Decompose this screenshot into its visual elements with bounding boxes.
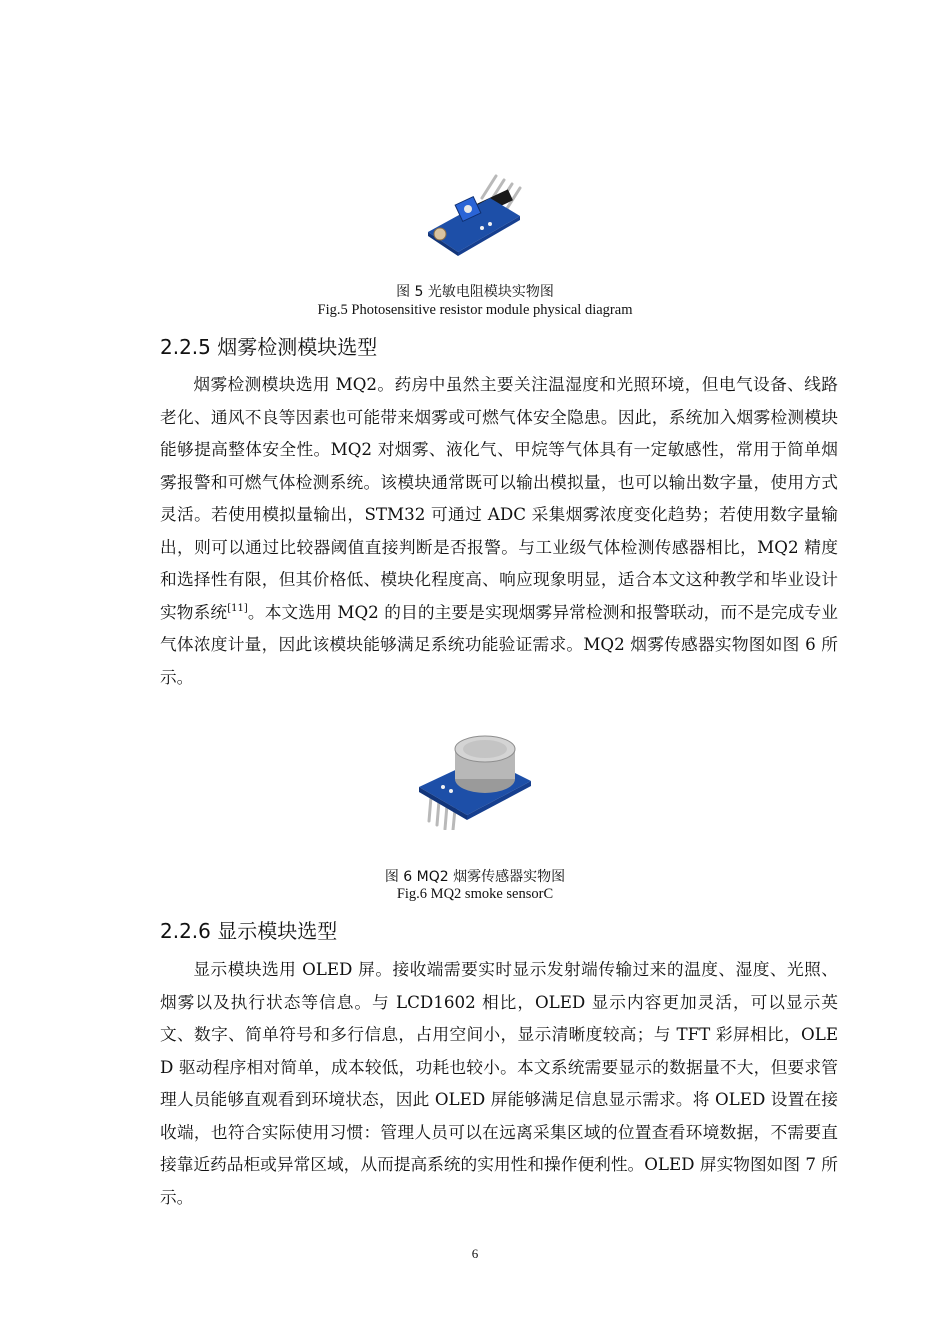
figure-6-image — [0, 735, 950, 830]
photoresistor-module-photo — [420, 170, 530, 260]
mq2-sensor-photo — [415, 735, 535, 830]
section-heading-2-2-5: 2.2.5 烟雾检测模块选型 — [160, 335, 378, 359]
section-2-2-6-paragraph: 显示模块选用 OLED 屏。接收端需要实时显示发射端传输过来的温度、湿度、光照、烟雾以及执行状态等信息。与 LCD1602 相比，OLED 显示内容更加灵活，可以显示英文、数字、简单符号和多行信息，占用空间小，显示清晰度较高；与 TFT 彩屏相比，OLED 驱动程序相对简单，成本较低，功耗也较小。本文系统需要显示的数据量不大，但要求管理人员能够直观看到环境状态，因此 OLED 屏能够满足信息显示需求。将 OLED 设置在接收端，也符合实际使用习惯：管理人员可以在远离采集区域的位置查看环境数据，不需要直接靠近药品柜或异常区域，从而提高系统的实用性和操作便利性。OLED 屏实物图如图 7 所示。 — [160, 959, 838, 1207]
paragraph-text-part-1: 烟雾检测模块选用 MQ2。药房中虽然主要关注温湿度和光照环境，但电气设备、线路老化、通风不良等因素也可能带来烟雾或可燃气体安全隐患。因此，系统加入烟雾检测模块能够提高整体安全性。MQ2 对烟雾、液化气、甲烷等气体具有一定敏感性，常用于简单烟雾报警和可燃气体检测系统。该模块通常既可以输出模拟量，也可以输出数字量，使用方式灵活。若使用模拟量输出，STM32 可通过 ADC 采集烟雾浓度变化趋势；若使用数字量输出，则可以通过比较器阈值直接判断是否报警。与工业级气体检测传感器相比，MQ2 精度和选择性有限，但其价格低、模块化程度高、响应现象明显，适合本文这种教学和毕业设计实物系统 — [160, 374, 838, 622]
figure-5-image — [0, 170, 950, 260]
section-heading-2-2-6: 2.2.6 显示模块选型 — [160, 919, 338, 943]
figure-6-caption-en: Fig.6 MQ2 smoke sensorC — [396, 886, 554, 902]
page-number: 6 — [471, 1246, 479, 1261]
citation-ref: [11] — [227, 602, 248, 614]
figure-6-caption-cn: 图 6 MQ2 烟雾传感器实物图 — [384, 869, 566, 885]
figure-5-caption-cn: 图 5 光敏电阻模块实物图 — [396, 284, 554, 300]
paragraph-text-part-2: 。本文选用 MQ2 的目的主要是实现烟雾异常检测和报警联动，而不是完成专业气体浓度计量，因此该模块能够满足系统功能验证需求。MQ2 烟雾传感器实物图如图 6 所示。 — [160, 601, 838, 687]
section-2-2-5-paragraph — [160, 368, 838, 693]
figure-5-caption-en: Fig.5 Photosensitive resistor module physical diagram — [317, 302, 633, 318]
